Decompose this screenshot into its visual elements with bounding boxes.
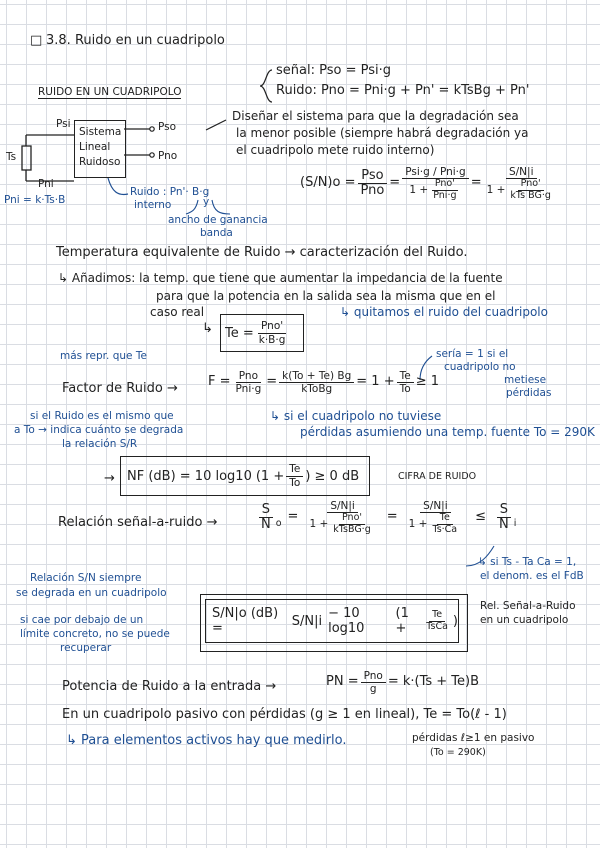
si-ruido-note-2: a To → indica cuánto se degrada bbox=[14, 424, 184, 436]
snr-f2-num: Psi·g / Pni·g bbox=[402, 166, 468, 179]
snr-f2-den-num: Pno' bbox=[432, 179, 458, 191]
te-num: Pno' bbox=[258, 320, 286, 333]
nf-to: To bbox=[289, 476, 301, 489]
temp-equiv-heading: Temperatura equivalente de Ruido → caracterización del Ruido. bbox=[56, 245, 468, 260]
snr-rel-lhs-den: N bbox=[261, 517, 271, 533]
snr-f2-den-a: 1 + bbox=[409, 184, 429, 197]
interno-label: interno bbox=[134, 199, 172, 211]
nf-lhs: NF (dB) = 10 log10 bbox=[127, 468, 252, 484]
mas-repr-note: más repr. que Te bbox=[60, 350, 147, 362]
snr-rel-sub-i: i bbox=[513, 518, 517, 530]
snr-output-formula: (S/N)o = $\frac{\text{Pso}}{\text{Pno}}$ = Psi·g / Pni·g 1 + $\frac{\text{Pno'}}{\text{Pni·g}}$ = S/N|i 1 + $\frac{\text{Pno'}}{\text{kTs BG·g}}$ bbox=[300, 166, 561, 202]
snr-rel-eq1: = bbox=[287, 509, 299, 525]
snr-db-note-2: se degrada en un cuadripolo bbox=[16, 587, 167, 599]
nf-paren: (1 + bbox=[255, 468, 285, 484]
design-note-1: Diseñar el sistema para que la degradación sea bbox=[232, 109, 519, 123]
si-ruido-note-3: la relación S/R bbox=[62, 438, 138, 450]
snr-f1-den: Pno bbox=[360, 183, 385, 199]
seria-note-3: metiese bbox=[504, 374, 547, 386]
te-den: k·B·g bbox=[258, 333, 286, 346]
f-den1: Pni·g bbox=[235, 383, 262, 396]
nf-formula-box bbox=[120, 456, 370, 496]
snr-db-note-3: si cae por debajo de un bbox=[20, 614, 144, 626]
t0-note: (To = 290K) bbox=[430, 747, 486, 758]
f-num1: Pno bbox=[236, 370, 261, 383]
pno-label: Pno bbox=[158, 150, 178, 162]
potencia-formula bbox=[326, 670, 479, 695]
snr-rel-formula bbox=[256, 500, 516, 536]
nf-rhs: ) ≥ 0 dB bbox=[305, 468, 360, 484]
snr-db-note-1: Relación S/N siempre bbox=[30, 572, 142, 584]
linear-system-block bbox=[74, 120, 126, 178]
snr-db-close: ) bbox=[452, 613, 458, 629]
snr-db-paren: (1 + bbox=[395, 606, 409, 636]
snr-db-outer-box bbox=[200, 594, 468, 652]
snr-f3-den-a: 1 + bbox=[486, 184, 506, 197]
snr-rel-m-den-num: Pno' bbox=[339, 513, 365, 525]
snr-rel-lhs-num: S bbox=[259, 503, 273, 519]
snr-f3-num: S/N|i bbox=[506, 166, 537, 179]
snr-f2-den-den: Pni·g bbox=[433, 189, 457, 201]
snr-rel-end-den: N bbox=[499, 517, 509, 533]
f-den2: kToBg bbox=[301, 383, 333, 396]
temp-equiv-line3: para que la potencia en la salida sea la misma que en el bbox=[156, 289, 496, 303]
snr-rel-r-num: S/N|i bbox=[420, 500, 451, 513]
f-num2: k(To + Te) Bg bbox=[279, 370, 354, 383]
seria-note-2: cuadripolo no bbox=[444, 361, 516, 373]
snr-db-note-4: límite concreto, no se puede bbox=[20, 628, 170, 640]
section-title: 3.8. Ruido en un cuadripolo bbox=[46, 33, 225, 48]
noise-factor-formula bbox=[208, 370, 439, 395]
snr-db-lhs: S/N|o (dB) = bbox=[212, 606, 279, 636]
ts-label: Ts bbox=[6, 151, 17, 163]
pni-label: Pni bbox=[38, 178, 54, 190]
y-label: y bbox=[203, 196, 210, 208]
snr-rel-m-num: S/N|i bbox=[327, 500, 358, 513]
snr-rel-r-den-a: 1 + bbox=[408, 518, 428, 531]
pn-num: Pno bbox=[361, 670, 386, 683]
snr-f3-den-num: Pno' bbox=[518, 179, 544, 191]
snr-rel-eq2: = bbox=[386, 509, 398, 525]
snr-rel-m-den-a: 1 + bbox=[309, 518, 329, 531]
activos-line: ↳ Para elementos activos hay que medirlo. bbox=[66, 733, 347, 748]
te-arrow: ↳ bbox=[202, 321, 213, 336]
snr-db-tsca: TsCa bbox=[426, 620, 448, 632]
te-formula-box bbox=[220, 314, 304, 352]
block-label-3: Ruidoso bbox=[79, 156, 121, 168]
psi-label: Psi bbox=[56, 118, 71, 130]
snr-rel-m-den-den: kTsBG·g bbox=[333, 523, 371, 535]
design-note-2: la menor posible (siempre habrá degradación ya bbox=[236, 126, 529, 140]
snr-db-inner-box bbox=[205, 599, 459, 643]
temp-equiv-line4: caso real bbox=[150, 305, 205, 319]
snr-rel-end-num: S bbox=[497, 503, 511, 519]
checkbox-icon: □ bbox=[30, 33, 43, 48]
snr-f3-den-den: kTs BG·g bbox=[510, 189, 551, 201]
rel-senal-ruido-1: Rel. Señal-a-Ruido bbox=[480, 600, 576, 612]
si-cuad-note-2: pérdidas asumiendo una temp. fuente To = 290K bbox=[300, 425, 595, 439]
potencia-label: Potencia de Ruido a la entrada → bbox=[62, 679, 277, 694]
pn-den: g bbox=[369, 683, 377, 696]
pso-label: Pso bbox=[158, 121, 177, 133]
snr-rel-sub-o: o bbox=[275, 518, 282, 530]
snr-rel-label: Relación señal-a-ruido → bbox=[58, 515, 218, 530]
block-label-2: Lineal bbox=[79, 141, 111, 153]
temp-equiv-line2: ↳ Añadimos: la temp. que tiene que aumentar la impedancia de la fuente bbox=[58, 271, 503, 285]
cifra-de-ruido: CIFRA DE RUIDO bbox=[398, 471, 477, 482]
snr-db-note-5: recuperar bbox=[60, 642, 112, 654]
block-label-1: Sistema bbox=[79, 126, 122, 138]
senal-equation: señal: Pso = Psi·g bbox=[276, 63, 391, 78]
f-eq2: = bbox=[266, 374, 278, 390]
snr-f1-num: Pso bbox=[358, 169, 386, 185]
te-lhs: Te = bbox=[225, 325, 254, 341]
pni-equation: Pni = k·Ts·B bbox=[4, 194, 66, 206]
snr-rel-r-den-den: Ts·Ca bbox=[432, 523, 458, 535]
snr-rel-r-den-num: Te bbox=[437, 513, 453, 525]
f-tail: = 1 + bbox=[356, 374, 395, 390]
seria-note-1: sería = 1 si el bbox=[436, 348, 509, 360]
f-eq: F = bbox=[208, 374, 231, 390]
noise-factor-label: Factor de Ruido → bbox=[62, 381, 178, 396]
pn-eq: PN = bbox=[326, 674, 359, 690]
pn-rhs: = k·(Ts + Te)B bbox=[387, 674, 480, 690]
snr-db-mid: S/N|i bbox=[291, 613, 323, 629]
si-cuad-note-1: ↳ si el cuadripolo no tuviese bbox=[270, 409, 442, 423]
si-ts-note-1: ↳ si Ts - Ta Ca = 1, bbox=[478, 556, 577, 568]
diagram-heading: RUIDO EN UN CUADRIPOLO bbox=[38, 86, 182, 98]
nf-arrow: → bbox=[104, 471, 115, 486]
ruido-interno-label: Ruido : Pn'· B·g bbox=[130, 186, 210, 198]
f-to: To bbox=[399, 383, 411, 396]
snr-db-minus: − 10 log10 bbox=[328, 606, 365, 636]
perdidas-note: pérdidas ℓ≥1 en pasivo bbox=[412, 732, 535, 744]
si-ruido-note-1: si el Ruido es el mismo que bbox=[30, 410, 174, 422]
snr-db-te: Te bbox=[429, 610, 445, 622]
f-ge1: ≥ 1 bbox=[415, 374, 439, 390]
f-te: Te bbox=[397, 370, 414, 383]
banda-label: banda bbox=[200, 227, 233, 239]
quitamos-note: ↳ quitamos el ruido del cuadripolo bbox=[340, 305, 548, 319]
seria-note-4: pérdidas bbox=[506, 387, 552, 399]
rel-senal-ruido-2: en un cuadripolo bbox=[480, 614, 569, 626]
pasivo-line: En un cuadripolo pasivo con pérdidas (g ≥ 1 en lineal), Te = To(ℓ - 1) bbox=[62, 707, 507, 722]
snr-rel-leq: ≤ bbox=[475, 509, 487, 525]
design-note-3: el cuadripolo mete ruido interno) bbox=[236, 143, 435, 157]
bandwidth-label: ancho de ganancia bbox=[168, 214, 268, 226]
snr-lhs: (S/N)o = bbox=[300, 175, 356, 191]
nf-te: Te bbox=[286, 463, 303, 476]
si-ts-note-2: el denom. es el FdB bbox=[480, 570, 584, 582]
ruido-equation: Ruido: Pno = Pni·g + Pn' = kTsBg + Pn' bbox=[276, 83, 530, 98]
